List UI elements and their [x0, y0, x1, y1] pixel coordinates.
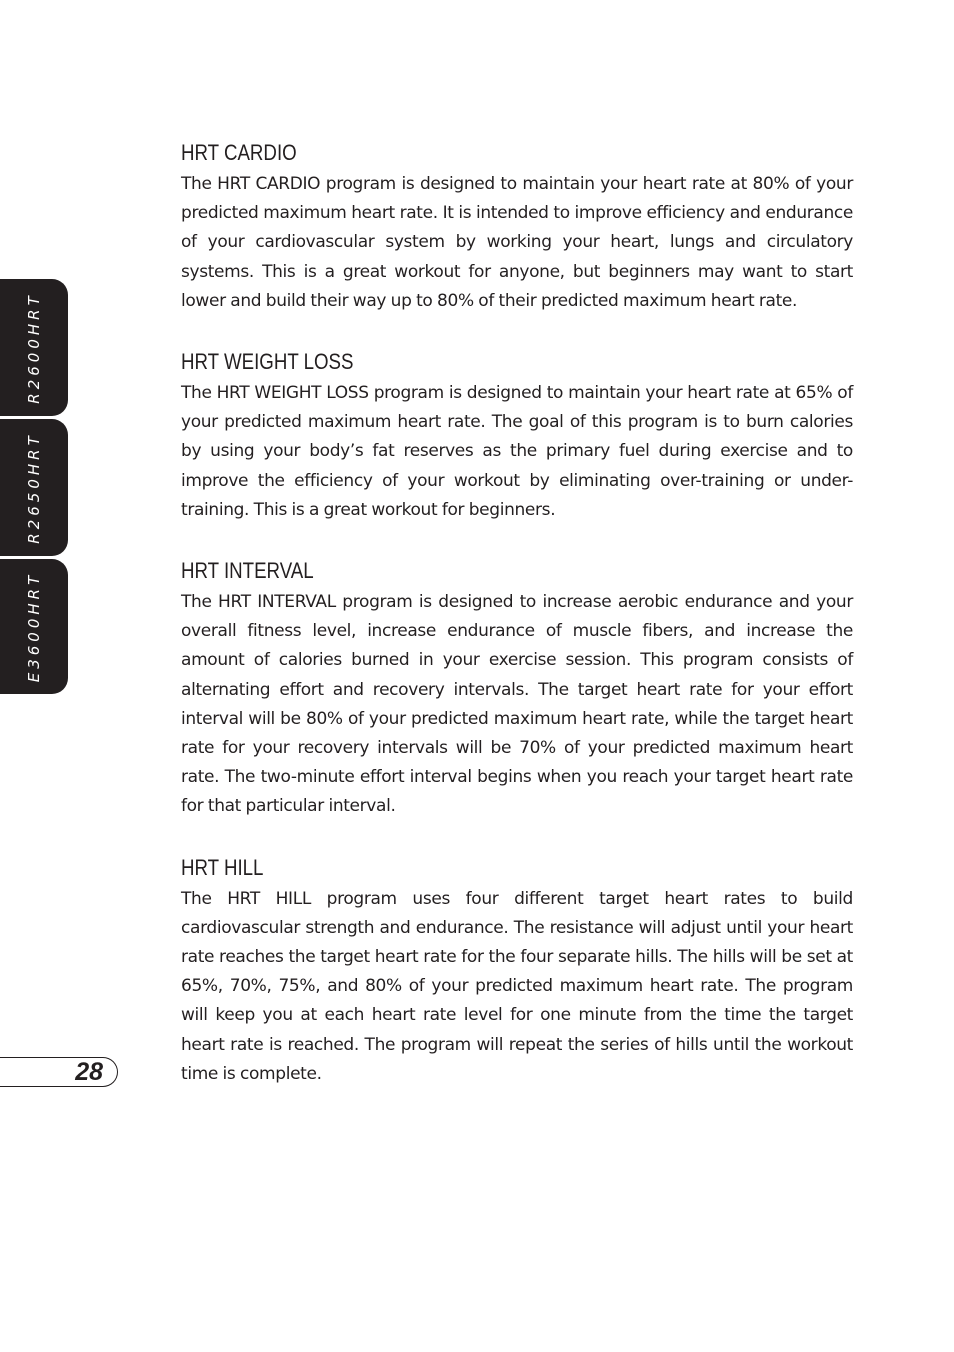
section-body: The HRT CARDIO program is designed to maintain your heart rate at 80% of your predicted maximum heart rate. It is intended to improve efficiency and endurance of your cardiovascular system by working your heart, lungs and circulatory systems. This is a great workout for anyone, but beginners may want to start lower and build their way up to 80% of their predicted maximum heart rate. — [181, 174, 853, 311]
side-tab-label: R2600HRT — [25, 291, 43, 404]
side-tab-label: E3600HRT — [25, 571, 43, 682]
section-body: The HRT WEIGHT LOSS program is designed to maintain your heart rate at 65% of your predicted maximum heart rate. The goal of this program is to burn calories by using your body’s fat reserves as the primary fuel during exercise and to improve the efficiency of your workout by eliminating over-training or under-training. This is a great workout for beginners. — [181, 383, 853, 520]
section-hrt-weight-loss — [181, 345, 853, 525]
section-hrt-interval — [181, 554, 853, 822]
side-tab-e3600hrt — [0, 559, 68, 694]
section-hrt-hill — [181, 851, 853, 1089]
side-tab-r2600hrt — [0, 279, 68, 416]
section-body: The HRT HILL program uses four different target heart rates to build cardiovascular strength and endurance. The resistance will adjust until your heart rate reaches the target heart rate for the four separate hills. The hills will be set at 65%, 70%, 75%, and 80% of your predicted maximum heart rate. The program will keep you at each heart rate level for one minute from the time the target heart rate is reached. The program will repeat the series of hills until the workout time is complete. — [181, 888, 853, 1084]
section-title: HRT INTERVAL — [181, 558, 314, 584]
section-body: The HRT INTERVAL program is designed to increase aerobic endurance and your overall fitness level, increase endurance of muscle fibers, and increase the amount of calories burned in your exercise session. This program consists of alternating effort and recovery intervals. The target heart rate for your effort interval will be 80% of your predicted maximum heart rate, while the target heart rate for your recovery intervals will be 70% of your predicted maximum heart rate. The two-minute effort interval begins when you reach your target heart rate for that particular interval. — [181, 592, 853, 817]
side-tab-label: R2650HRT — [25, 431, 43, 544]
page-number: 28 — [75, 1058, 103, 1086]
section-title: HRT HILL — [181, 854, 264, 880]
page-content — [181, 136, 853, 1118]
side-tab-r2650hrt — [0, 419, 68, 556]
section-title: HRT WEIGHT LOSS — [181, 349, 354, 375]
section-title: HRT CARDIO — [181, 140, 297, 165]
section-hrt-cardio — [181, 136, 853, 316]
page-number-tab — [0, 1057, 118, 1087]
